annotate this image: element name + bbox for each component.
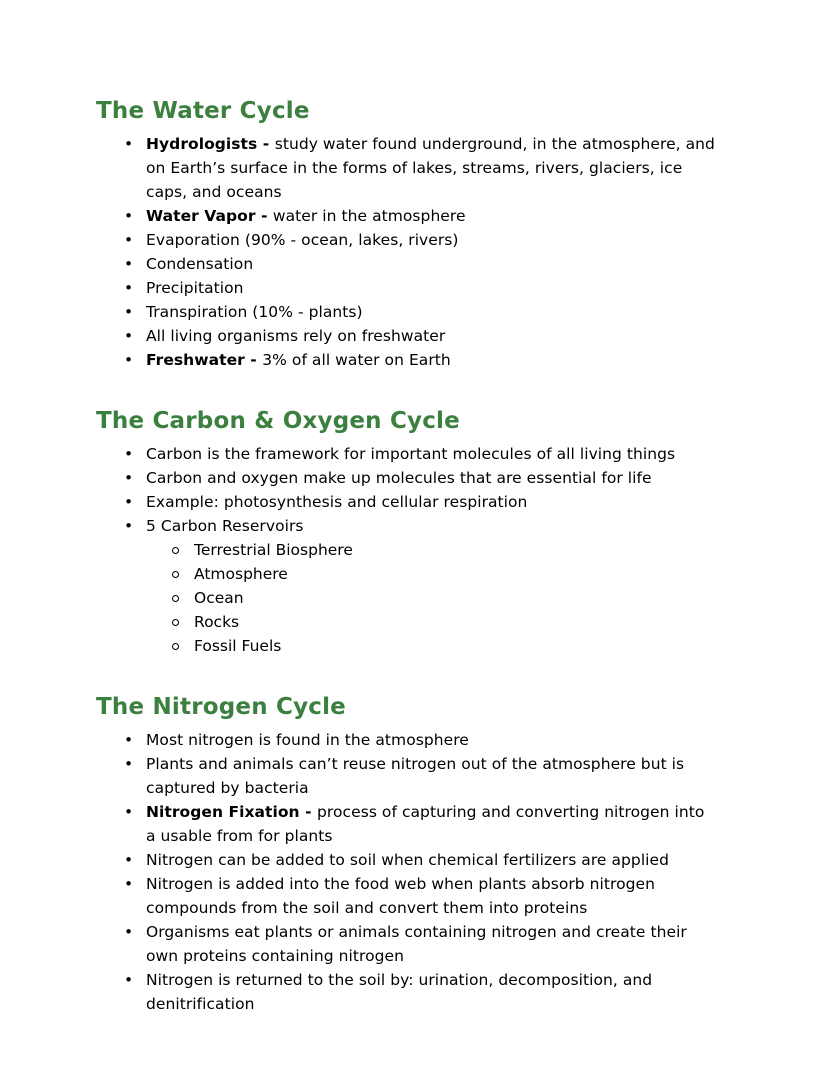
bullet-text: Nitrogen is returned to the soil by: urination, decomposition, and denitrification: [146, 971, 653, 1013]
bullet-item: [96, 920, 718, 968]
bullet-separator: -: [257, 135, 275, 153]
sub-bullet-text: Ocean: [194, 589, 244, 607]
sub-bullet-item: [96, 586, 718, 610]
bullet-text: water in the atmosphere: [272, 207, 466, 225]
bullet-text: process of capturing and converting nitrogen into a usable from for plants: [146, 803, 705, 845]
bullet-marker-icon: •: [124, 493, 134, 511]
section-heading: The Carbon & Oxygen Cycle: [96, 408, 460, 434]
bullet-marker-icon: •: [124, 517, 134, 535]
bullet-text: Nitrogen can be added to soil when chemical fertilizers are applied: [146, 851, 670, 869]
sub-bullet-marker-icon: [172, 595, 179, 602]
sub-bullet-text: Rocks: [194, 613, 240, 631]
bullet-text: Plants and animals can’t reuse nitrogen out of the atmosphere but is captured by bacteria: [146, 755, 685, 797]
bullet-term: Hydrologists: [146, 135, 258, 153]
bullet-marker-icon: •: [124, 971, 134, 989]
bullet-separator: -: [299, 803, 318, 821]
bullet-separator: -: [244, 351, 263, 369]
sub-bullet-text: Atmosphere: [194, 565, 288, 583]
bullet-marker-icon: •: [124, 207, 134, 225]
sections-container: [96, 96, 718, 1016]
sub-bullet-item: [96, 562, 718, 586]
bullet-marker-icon: •: [124, 755, 134, 773]
bullet-item: [96, 228, 718, 252]
bullet-text: All living organisms rely on freshwater: [146, 327, 446, 345]
notes-section: [96, 692, 718, 1016]
bullet-text: Condensation: [146, 255, 254, 273]
bullet-list: [96, 132, 718, 372]
bullet-marker-icon: •: [124, 327, 134, 345]
bullet-marker-icon: •: [124, 445, 134, 463]
bullet-marker-icon: •: [124, 351, 134, 369]
bullet-text: Transpiration (10% - plants): [146, 303, 363, 321]
bullet-item: [96, 514, 718, 538]
bullet-text: Organisms eat plants or animals containing nitrogen and create their own proteins containing nitrogen: [146, 923, 687, 965]
bullet-text: Carbon is the framework for important molecules of all living things: [146, 445, 676, 463]
bullet-item: [96, 132, 718, 204]
bullet-marker-icon: •: [124, 803, 134, 821]
bullet-item: [96, 442, 718, 466]
bullet-text: Carbon and oxygen make up molecules that are essential for life: [146, 469, 652, 487]
bullet-text: Example: photosynthesis and cellular respiration: [146, 493, 528, 511]
section-heading: The Water Cycle: [96, 98, 310, 124]
bullet-text: 3% of all water on Earth: [262, 351, 451, 369]
bullet-item: [96, 204, 718, 228]
bullet-marker-icon: •: [124, 279, 134, 297]
sub-bullet-marker-icon: [172, 547, 179, 554]
bullet-marker-icon: •: [124, 851, 134, 869]
bullet-item: [96, 752, 718, 800]
sub-bullet-marker-icon: [172, 619, 179, 626]
bullet-item: [96, 466, 718, 490]
bullet-marker-icon: •: [124, 469, 134, 487]
bullet-marker-icon: •: [124, 303, 134, 321]
bullet-text: Precipitation: [146, 279, 244, 297]
notes-section: [96, 96, 718, 372]
bullet-text: study water found underground, in the atmosphere, and on Earth’s surface in the forms of lakes, streams, rivers, glaciers, ice caps, and oceans: [146, 135, 715, 201]
bullet-marker-icon: •: [124, 135, 134, 153]
bullet-item: [96, 324, 718, 348]
bullet-item: [96, 872, 718, 920]
sub-bullet-item: [96, 538, 718, 562]
bullet-marker-icon: •: [124, 231, 134, 249]
bullet-term: Water Vapor: [146, 207, 256, 225]
bullet-marker-icon: •: [124, 255, 134, 273]
bullet-separator: -: [255, 207, 273, 225]
sub-bullet-marker-icon: [172, 571, 179, 578]
notes-section: [96, 406, 718, 658]
section-heading: The Nitrogen Cycle: [96, 694, 346, 720]
bullet-item: [96, 348, 718, 372]
bullet-text: Most nitrogen is found in the atmosphere: [146, 731, 469, 749]
bullet-list: [96, 442, 718, 658]
bullet-text: Evaporation (90% - ocean, lakes, rivers): [146, 231, 459, 249]
bullet-marker-icon: •: [124, 875, 134, 893]
bullet-item: [96, 968, 718, 1016]
sub-bullet-text: Terrestrial Biosphere: [194, 541, 353, 559]
sub-bullet-item: [96, 610, 718, 634]
bullet-item: [96, 490, 718, 514]
bullet-item: [96, 728, 718, 752]
bullet-list: [96, 728, 718, 1016]
bullet-text: 5 Carbon Reservoirs: [146, 517, 304, 535]
sub-bullet-group: [96, 538, 718, 658]
bullet-item: [96, 800, 718, 848]
sub-bullet-marker-icon: [172, 643, 179, 650]
bullet-item: [96, 300, 718, 324]
bullet-term: Freshwater: [146, 351, 245, 369]
bullet-marker-icon: •: [124, 923, 134, 941]
bullet-item: [96, 848, 718, 872]
sub-bullet-item: [96, 634, 718, 658]
bullet-text: Nitrogen is added into the food web when plants absorb nitrogen compounds from the soil and convert them into proteins: [146, 875, 655, 917]
bullet-marker-icon: •: [124, 731, 134, 749]
sub-bullet-text: Fossil Fuels: [194, 637, 282, 655]
bullet-item: [96, 276, 718, 300]
bullet-term: Nitrogen Fixation: [146, 803, 300, 821]
bullet-item: [96, 252, 718, 276]
sub-bullet-list: [96, 538, 718, 658]
